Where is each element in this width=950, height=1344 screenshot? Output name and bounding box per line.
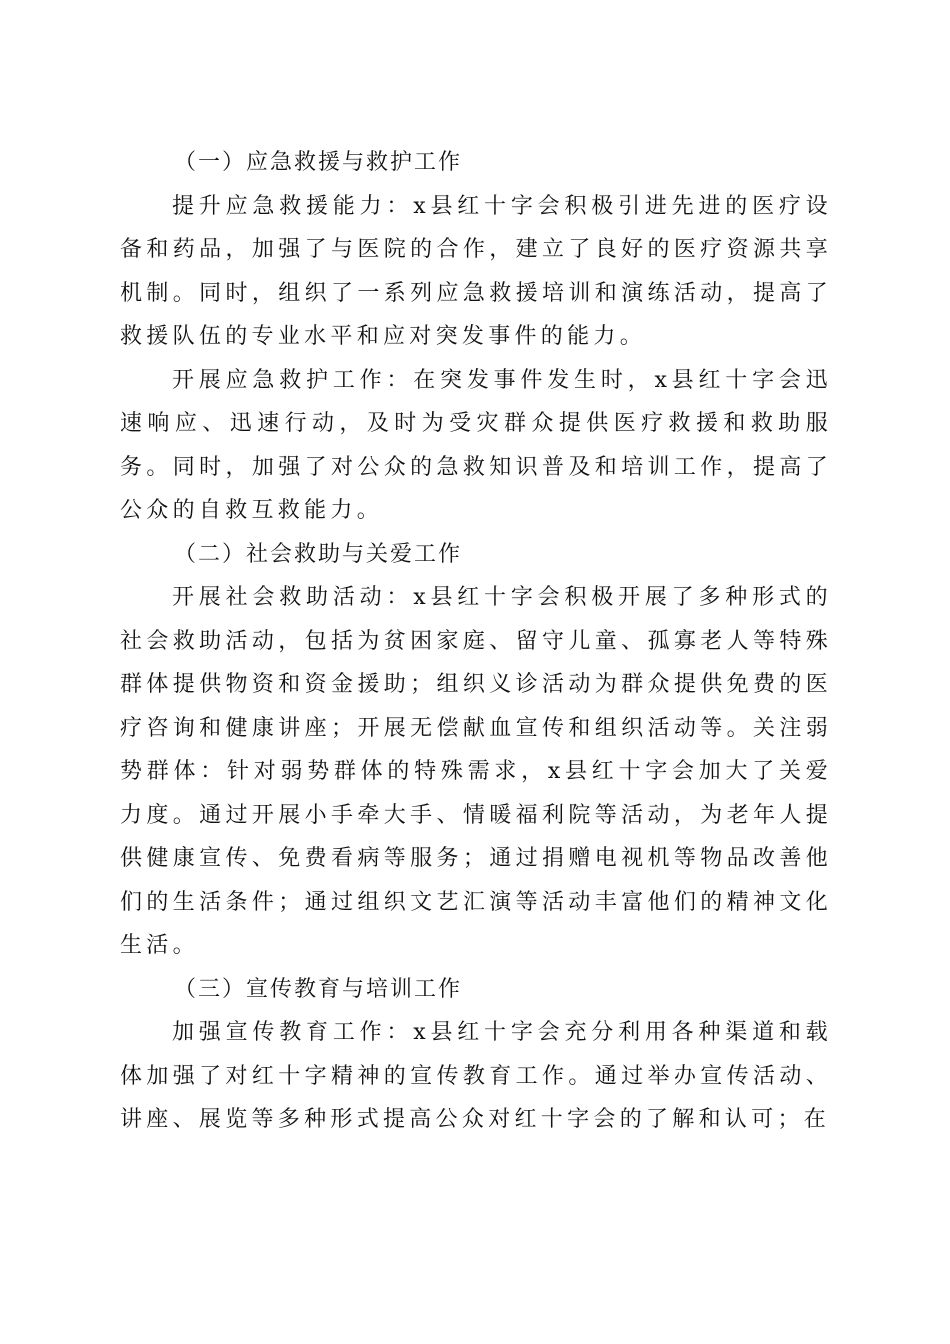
paragraph: 开展社会救助活动：x县红十字会积极开展了多种形式的社会救助活动，包括为贫困家庭、留守儿童、孤寡老人等特殊群体提供物资和资金援助；组织义诊活动为群众提供免费的医疗咨询和健康讲座；开展无偿献血宣传和组织活动等。关注弱势群体：针对弱势群体的特殊需求，x县红十字会加大了关爱力度。通过开展小手牵大手、情暖福利院等活动，为老年人提供健康宣传、免费看病等服务；通过捐赠电视机等物品改善他们的生活条件；通过组织文艺汇演等活动丰富他们的精神文化生活。 bbox=[120, 585, 832, 958]
paragraph: 加强宣传教育工作：x县红十字会充分利用各种渠道和载体加强了对红十字精神的宣传教育工作。通过举办宣传活动、讲座、展览等多种形式提高公众对红十字会的了解和认可；在 bbox=[120, 1020, 832, 1132]
paragraph: 提升应急救援能力：x县红十字会积极引进先进的医疗设备和药品，加强了与医院的合作，建立了良好的医疗资源共享机制。同时，组织了一系列应急救援培训和演练活动，提高了救援队伍的专业水平和应对突发事件的能力。 bbox=[120, 193, 832, 349]
section-heading: （二）社会救助与关爱工作 bbox=[174, 541, 463, 567]
paragraph: 开展应急救护工作：在突发事件发生时，x县红十字会迅速响应、迅速行动，及时为受灾群众提供医疗救援和救助服务。同时，加强了对公众的急救知识普及和培训工作，提高了公众的自救互救能力。 bbox=[120, 367, 832, 523]
section-heading: （三）宣传教育与培训工作 bbox=[174, 976, 463, 1002]
section-heading: （一）应急救援与救护工作 bbox=[174, 150, 463, 175]
document-body bbox=[120, 141, 832, 1142]
